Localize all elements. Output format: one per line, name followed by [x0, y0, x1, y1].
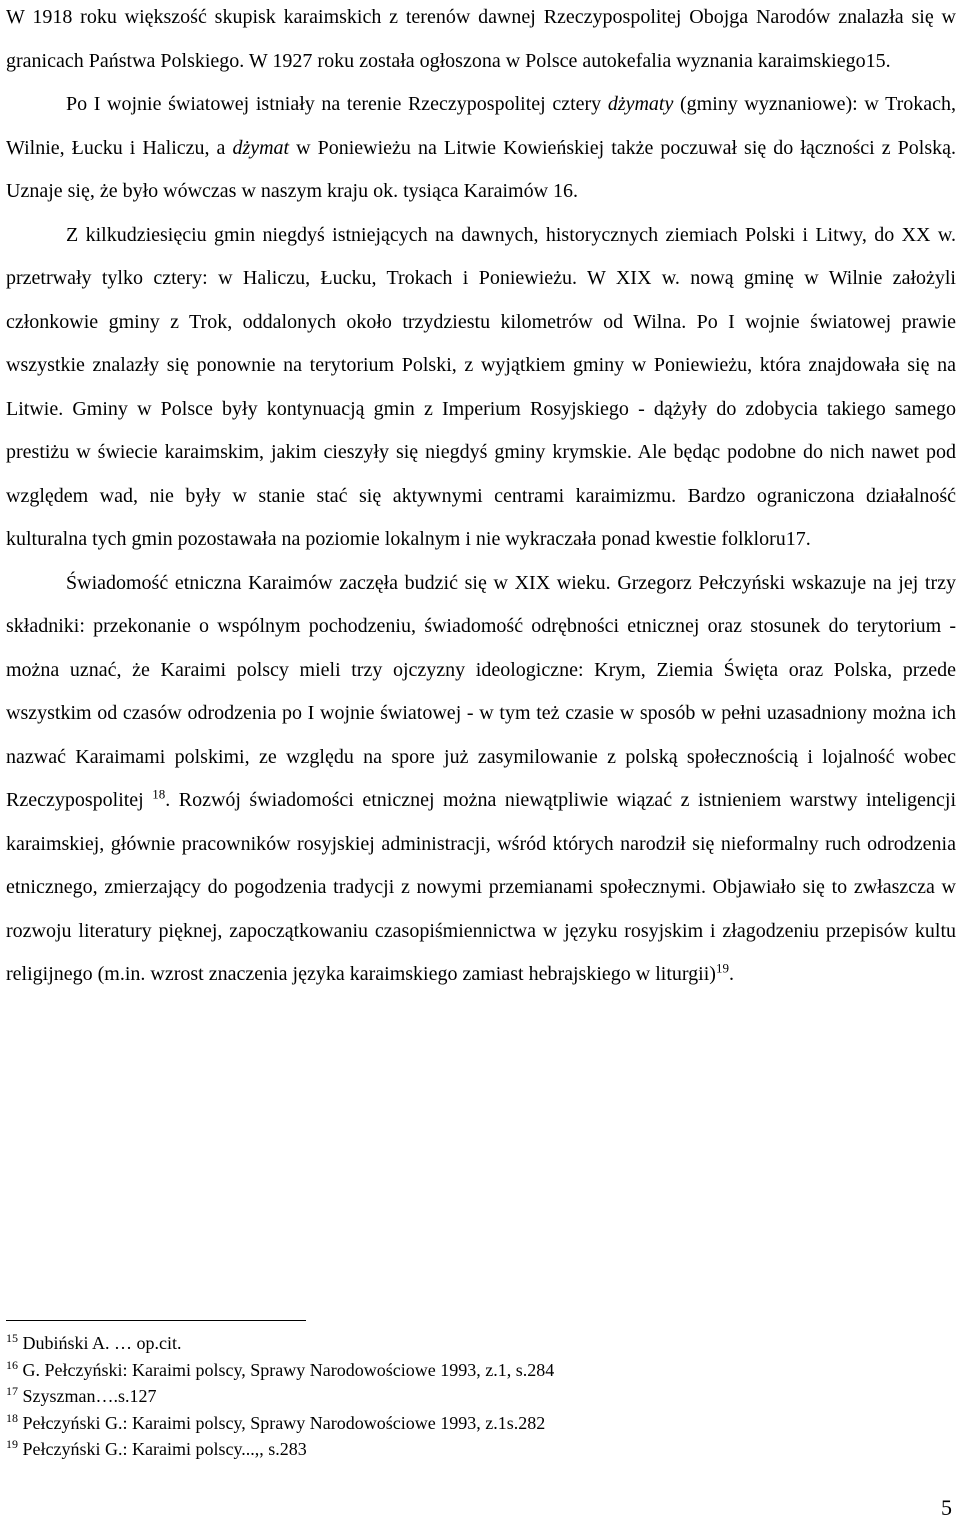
footnote-18: $^{18}$ Pełczyński G.: Karaimi polscy, Sprawy Narodowościowe 1993, z.1s.282 [6, 1410, 546, 1433]
footnote-15: $^{15}$ Dubiński A. … op.cit. [6, 1331, 182, 1353]
paragraph-3: Z kilkudziesięciu gmin niegdyś istniejących na dawnych, historycznych ziemiach Polski i Litwy, do XX w. przetrwały tylko cztery: w Haliczu, Łucku, Trokach i Poniewieżu. W XIX w. nową gminę w Wilnie założyli członkowie gminy z Trok, oddalonych około trzydziestu kilometrów od Wilna. Po I wojnie światowej prawie wszystkie znalazły się ponownie na terytorium Polski, z wyjątkiem gminy w Poniewieżu, która znajdowała się na Litwie. Gminy w Polsce były kontynuacją gmin z Imperium Rosyjskiego - dążyły do zdobycia takiego samego prestiżu w świecie karaimskim, jakim cieszyły się niegdyś gminy krymskie. Ale będąc podobne do nich nawet pod względem wad, nie były w stanie stać się aktywnymi centrami karaimizmu. Bardzo ograniczona działalność kulturalna tych gmin pozostawała na poziomie lokalnym i nie wykraczała ponad kwestie folkloru17. [6, 223, 956, 550]
footnote-ref-19[interactable]: 19 [715, 960, 729, 976]
page-number: 5 [941, 1495, 952, 1520]
paragraph-4: Świadomość etniczna Karaimów zaczęła budzić się w XIX wieku. Grzegorz Pełczyński wskazuje na jej trzy składniki: przekonanie o wspólnym pochodzeniu, świadomość odrębności etnicznej oraz stosunek do terytorium - można uznać, że Karaimi polscy mieli trzy ojczyzny ideologiczne: Krym, Ziemia Święta oraz Polska, przede wszystkim od czasów odrodzenia po I wojnie światowej - w tym też czasie w sposób w pełni uzasadniony można ich nazwać Karaimami polskimi, ze względu na spore już zasymilowanie z polską społecznością i lojalność wobec Rzeczypospolitej $^{18}$. Rozwój świadomości etnicznej można niewątpliwie wiązać z istnieniem warstwy inteligencji karaimskiej, głównie pracowników rosyjskiej administracji, wśród których narodził się nieformalny ruch odrodzenia etnicznego, zmierzający do pogodzenia tradycji z nowymi przemianami społecznymi. Objawiało się to zwłaszcza w rozwoju literatury pięknej, zapoczątkowaniu czasopiśmiennictwa w języku rosyjskim i złagodzeniu przepisów kultu religijnego (m.in. wzrost znaczenia języka karaimskiego zamiast hebrajskiego w liturgii)$^{19}$. [6, 571, 956, 985]
footnotes [6, 1330, 936, 1463]
italic-term-dzymaty: dżymaty [607, 93, 674, 115]
footnote-17: $^{17}$ Szyszman….s.127 [6, 1384, 157, 1406]
document-body [6, 0, 956, 997]
footnote-16: $^{16}$ G. Pełczyński: Karaimi polscy, Sprawy Narodowościowe 1993, z.1, s.284 [6, 1357, 555, 1380]
italic-term-dzymat: dżymat [232, 136, 290, 159]
footnote-19: $^{19}$ Pełczyński G.: Karaimi polscy...,, s.283 [6, 1437, 307, 1459]
footnote-ref-18[interactable]: 18 [152, 786, 166, 802]
footnote-divider [6, 1320, 306, 1321]
paragraph-2: Po I wojnie światowej istniały na terenie Rzeczypospolitej cztery dżymaty (gminy wyznaniowe): w Trokach, Wilnie, Łucku i Haliczu, a dżymat w Poniewieżu na Litwie Kowieńskiej także poczuwał się do łączności z Polską. Uznaje się, że było wówczas w naszym kraju ok. tysiąca Karaimów 16. [6, 93, 957, 202]
paragraph-1: W 1918 roku większość skupisk karaimskich z terenów dawnej Rzeczypospolitej Obojga Narodów znalazła się w granicach Państwa Polskiego. W 1927 roku została ogłoszona w Polsce autokefalia wyznania karaimskiego15. [6, 6, 956, 72]
